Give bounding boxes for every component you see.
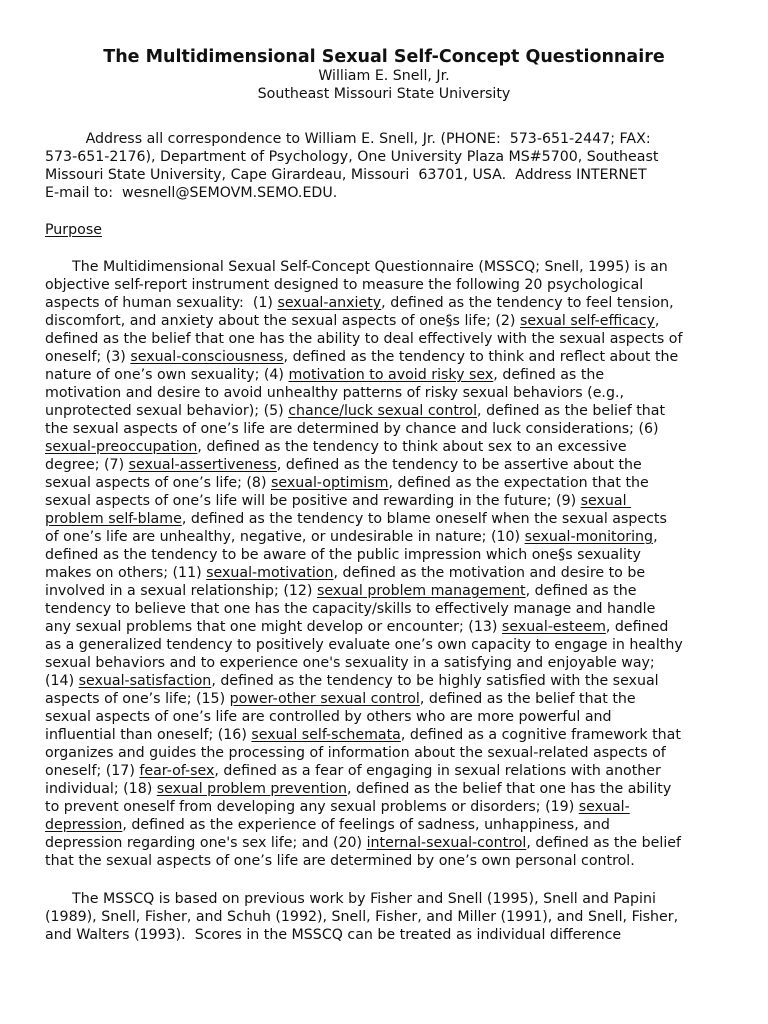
text-run: , defined as the tendency to think and reflect about the [283,349,679,365]
paragraph-line [45,510,667,528]
construct-term: sexual-consciousness [130,349,284,365]
paragraph-line: (1989), Snell, Fisher, and Schuh (1992), Snell, Fisher, and Miller (1991), and Snell, Fisher, [45,909,679,925]
text-run: degree; (7) [45,457,129,473]
address-line: Address all correspondence to William E. Snell, Jr. (PHONE: 573-651-2447; FAX: [45,131,651,147]
text-run: , defined as the experience of feelings of sadness, unhappiness, and [122,817,610,833]
paragraph-line [45,384,624,402]
text-run: makes on others; (11) [45,565,207,581]
text-run: , defined as the belief [526,835,682,851]
paragraph-line [45,456,642,474]
paragraph-line [45,366,604,384]
paragraph-line [45,708,612,726]
construct-term: internal-sexual-control [366,835,527,851]
document-title: The Multidimensional Sexual Self-Concept Questionnaire [103,47,665,67]
construct-term: sexual-optimism [271,475,389,491]
construct-term: power-other sexual control [229,691,420,707]
text-run: (14) [45,673,79,689]
text-run: the sexual aspects of one’s life are determined by chance and luck considerations; (6) [45,421,659,437]
text-run: aspects of human sexuality: (1) [45,295,278,311]
text-run: nature of one’s own sexuality; (4) [45,367,289,383]
author-name: William E. Snell, Jr. [318,68,450,84]
paragraph-line [45,294,674,312]
paragraph-line [45,780,671,798]
text-run: , defined as the belief that [477,403,666,419]
paragraph-line [45,276,643,294]
paragraph-line [45,546,641,564]
paragraph-line [45,312,659,330]
text-run: , defined as the tendency to be assertive about the [276,457,642,473]
text-run: , defined as the belief that the [419,691,636,707]
text-run: involved in a sexual relationship; (12) [45,583,317,599]
construct-term: sexual-assertiveness [128,457,277,473]
paragraph-line [45,402,665,420]
paragraph-line [45,798,630,816]
construct-term: sexual-monitoring [524,529,654,545]
paragraph-line [45,744,666,762]
text-run: sexual aspects of one’s life; (8) [45,475,271,491]
text-run: sexual aspects of one’s life will be positive and rewarding in the future; (9) [45,493,581,509]
text-run: , defined as the tendency to think about sex to an excessive [197,439,627,455]
text-run: sexual aspects of one’s life are controlled by others who are more powerful and [45,709,612,725]
paragraph-line: and Walters (1993). Scores in the MSSCQ can be treated as individual difference [45,927,622,943]
paragraph-line [45,564,645,582]
purpose-heading: Purpose [45,222,102,238]
text-run: aspects of one’s life; (15) [45,691,230,707]
paragraph-line [45,348,678,366]
text-run: objective self-report instrument designed to measure the following 20 psychological [45,277,644,293]
paragraph-line [45,258,668,276]
paragraph-line [45,816,610,834]
text-run: , defined as the belief that one has the ability [346,781,672,797]
construct-term: problem self-blame [45,511,182,527]
text-run: , defined as the [493,367,605,383]
text-run: unprotected sexual behavior); (5) [45,403,289,419]
text-run: , defined as a cognitive framework that [400,727,681,743]
construct-term: sexual-anxiety [277,295,382,311]
text-run: sexual behaviors and to experience one's sexuality in a satisfying and enjoyable way; [45,655,655,671]
paragraph-line [45,852,635,870]
paragraph-line [45,582,636,600]
text-run: , defined as a fear of engaging in sexual relations with another [214,763,661,779]
paragraph-line [45,636,683,654]
text-run: , defined as the expectation that the [388,475,649,491]
construct-term: sexual-esteem [501,619,606,635]
paragraph-line [45,528,658,546]
address-line: Missouri State University, Cape Girardeau, Missouri 63701, USA. Address INTERNET [45,167,647,183]
text-run: oneself; (17) [45,763,140,779]
construct-term: motivation to avoid risky sex [288,367,494,383]
construct-term: sexual-preoccupation [45,439,198,455]
text-run: , defined as the tendency to blame oneself when the sexual aspects [181,511,667,527]
text-run: , defined as the motivation and desire to be [333,565,646,581]
text-run: , [654,313,660,329]
paragraph-line [45,600,655,618]
address-line: 573-651-2176), Department of Psychology, One University Plaza MS#5700, Southeast [45,149,659,165]
address-line: E-mail to: wesnell@SEMOVM.SEMO.EDU. [45,185,338,201]
text-run: of one’s life are unhealthy, negative, or undesirable in nature; (10) [45,529,525,545]
text-run: , defined as the tendency to feel tension, [381,295,674,311]
text-run: to prevent oneself from developing any sexual problems or disorders; (19) [45,799,579,815]
paragraph-line [45,762,661,780]
construct-term: sexual self-efficacy [519,313,655,329]
construct-term: sexual-motivation [206,565,334,581]
text-run: motivation and desire to avoid unhealthy patterns of risky sexual behaviors (e.g., [45,385,624,401]
paragraph-line [45,672,659,690]
text-run: , [653,529,658,545]
text-run: defined as the tendency to be aware of the public impression which one§s sexuality [45,547,641,563]
construct-term: sexual [580,493,632,509]
paragraph-line [45,726,681,744]
paragraph-line [45,330,682,348]
text-run: , defined [605,619,669,635]
text-run: as a generalized tendency to positively evaluate one’s own capacity to engage in healthy [45,637,683,653]
text-run: organizes and guides the processing of information about the sexual-related aspects of [45,745,666,761]
text-run: , defined as the [525,583,637,599]
construct-term: fear-of-sex [139,763,215,779]
paragraph-line [45,654,655,672]
construct-term: sexual problem prevention [156,781,347,797]
paragraph-line [45,420,659,438]
text-run: defined as the belief that one has the ability to deal effectively with the sexual aspects of [45,331,683,347]
paragraph-line [45,834,681,852]
paragraph-line [45,474,649,492]
construct-term: sexual- [578,799,630,815]
paragraph-line: The MSSCQ is based on previous work by Fisher and Snell (1995), Snell and Papini [45,891,656,907]
paragraph-line [45,690,636,708]
text-run: discomfort, and anxiety about the sexual aspects of one§s life; (2) [45,313,520,329]
construct-term: sexual-satisfaction [78,673,212,689]
construct-term: sexual self-schemata [251,727,401,743]
construct-term: chance/luck sexual control [288,403,478,419]
paragraph-line [45,492,631,510]
text-run: influential than oneself; (16) [45,727,252,743]
text-run: tendency to believe that one has the capacity/skills to effectively manage and handle [45,601,656,617]
text-run: depression regarding one's sex life; and (20) [45,835,367,851]
construct-term: depression [45,817,123,833]
text-run: individual; (18) [45,781,157,797]
paragraph-line [45,438,627,456]
text-run: The Multidimensional Sexual Self-Concept Questionnaire (MSSCQ; Snell, 1995) is an [45,259,668,275]
construct-term: sexual problem management [316,583,526,599]
text-run: , defined as the tendency to be highly satisfied with the sexual [211,673,659,689]
author-institution: Southeast Missouri State University [257,86,511,102]
text-run: oneself; (3) [45,349,131,365]
paragraph-line [45,618,668,636]
text-run: that the sexual aspects of one’s life are determined by one’s own personal control. [45,853,635,869]
text-run: any sexual problems that one might develop or encounter; (13) [45,619,502,635]
